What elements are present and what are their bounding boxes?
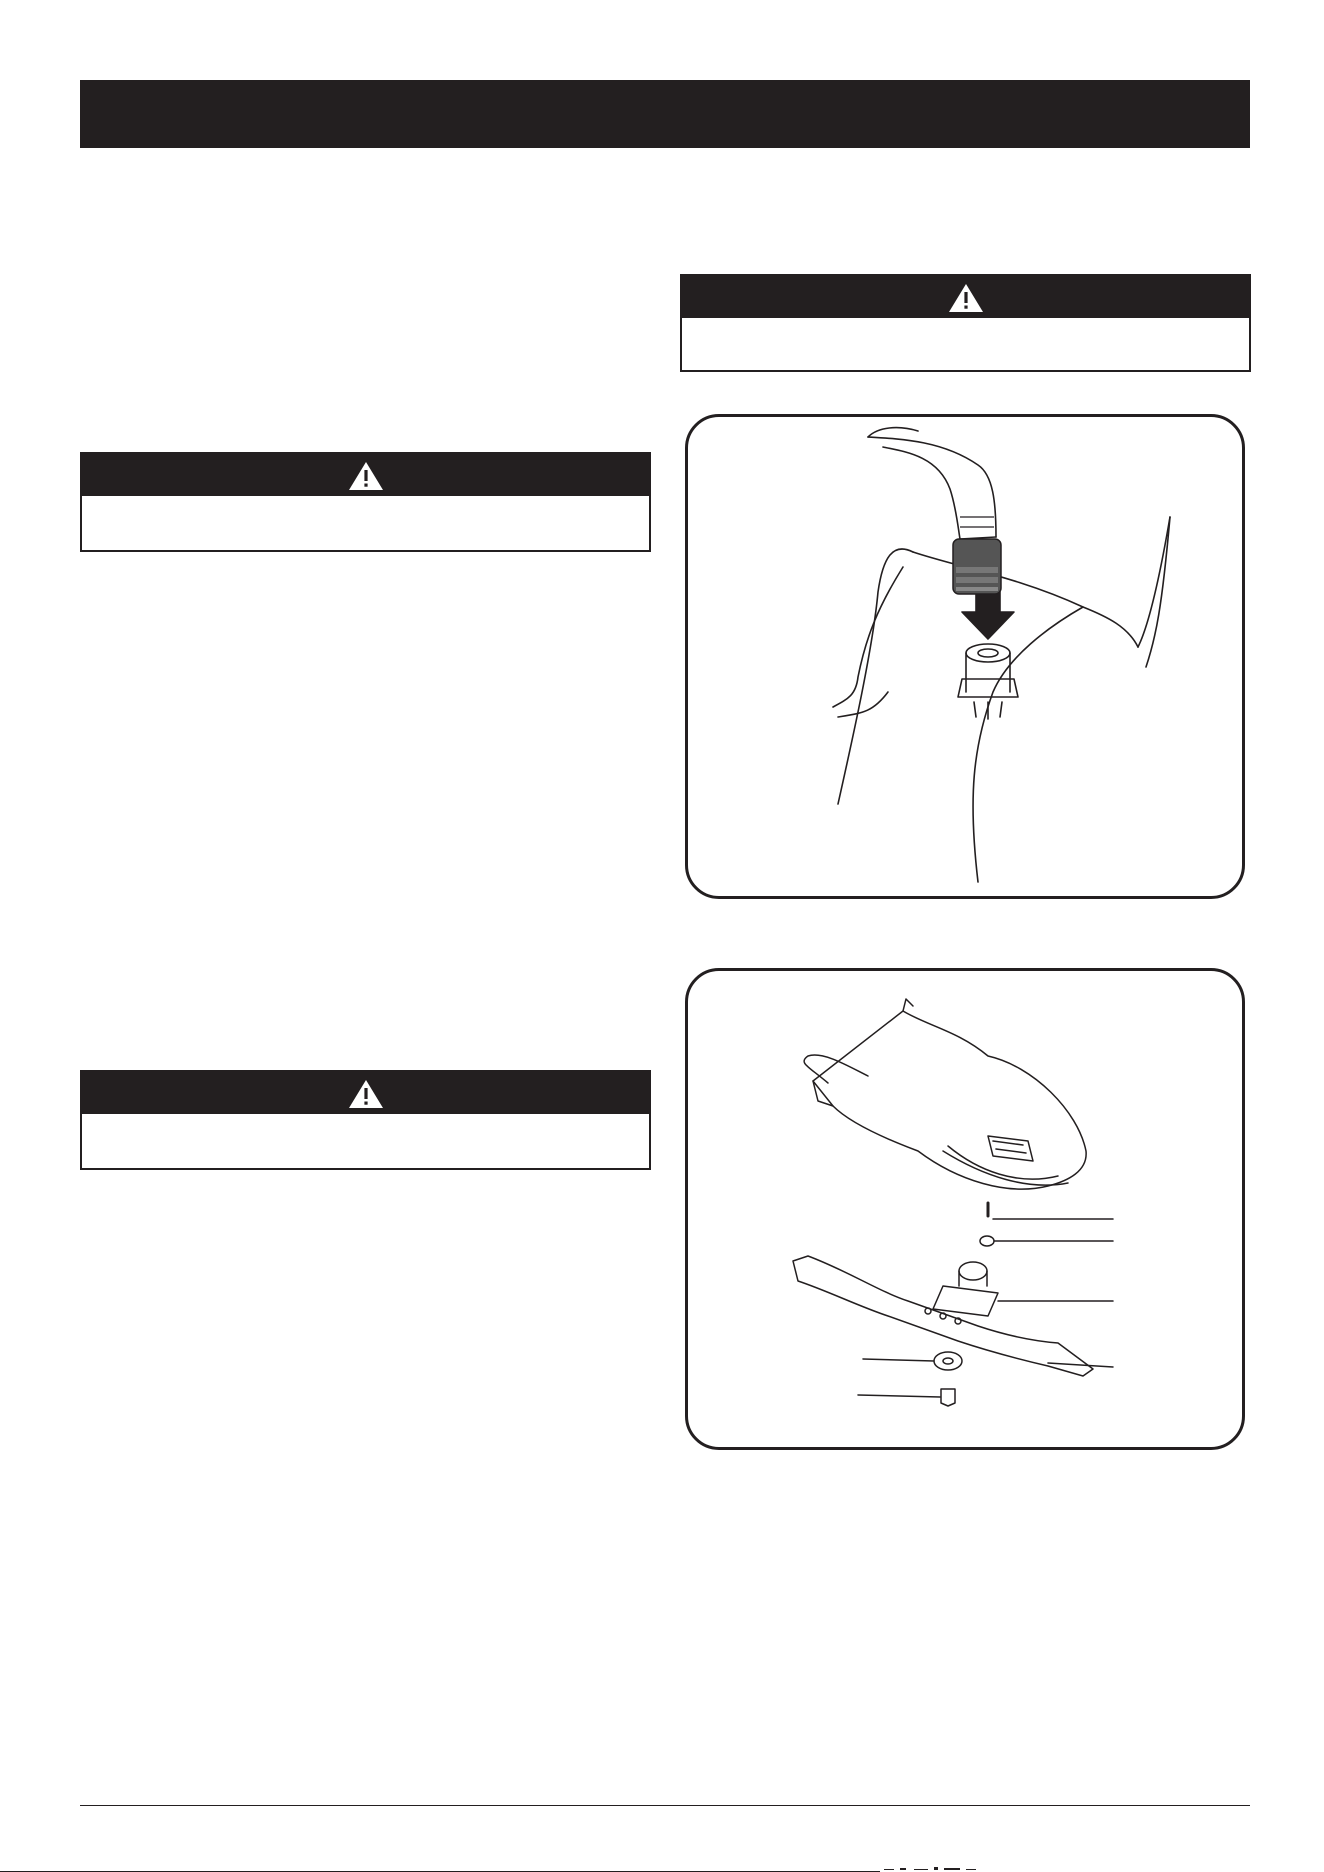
leader-bell-washer xyxy=(863,1359,934,1361)
warning-box-left-2 xyxy=(80,1070,651,1170)
footer-rule xyxy=(80,1805,1250,1806)
blade-adapter-plate xyxy=(933,1286,998,1316)
blade-bell-washer xyxy=(934,1352,962,1370)
hose-connector-body xyxy=(953,517,1001,594)
hose xyxy=(883,447,960,539)
warning-triangle-icon xyxy=(947,282,985,314)
warning-header xyxy=(82,454,649,496)
blade-assembly-illustration xyxy=(688,971,1245,1450)
leader-bolt xyxy=(858,1395,940,1397)
deck-left-edge xyxy=(838,549,913,804)
deck-housing xyxy=(813,1011,1086,1189)
deck-left-ridge xyxy=(833,567,903,707)
warning-header xyxy=(682,276,1249,318)
leader-blade xyxy=(1048,1363,1113,1367)
warning-triangle-icon xyxy=(347,1078,385,1110)
warning-triangle-icon xyxy=(347,460,385,492)
deck-left-lip xyxy=(838,692,888,717)
section-header-bar xyxy=(80,80,1250,148)
blade-bolt xyxy=(941,1389,955,1406)
print-marks xyxy=(884,1866,1004,1872)
hose-connector-figure xyxy=(685,414,1245,899)
blade-adapter-top xyxy=(959,1262,987,1280)
hose-connector-illustration xyxy=(688,417,1245,899)
small-washer xyxy=(980,1236,994,1246)
warning-header xyxy=(82,1072,649,1114)
wash-port-top xyxy=(966,644,1010,662)
mower-blade xyxy=(793,1256,1093,1376)
spindle-opening xyxy=(988,1136,1033,1161)
warning-box-right xyxy=(680,274,1251,372)
blade-assembly-figure xyxy=(685,968,1245,1450)
warning-box-left-1 xyxy=(80,452,651,552)
deck-top-curve xyxy=(913,552,1138,647)
deck-right-edge xyxy=(1138,517,1170,647)
